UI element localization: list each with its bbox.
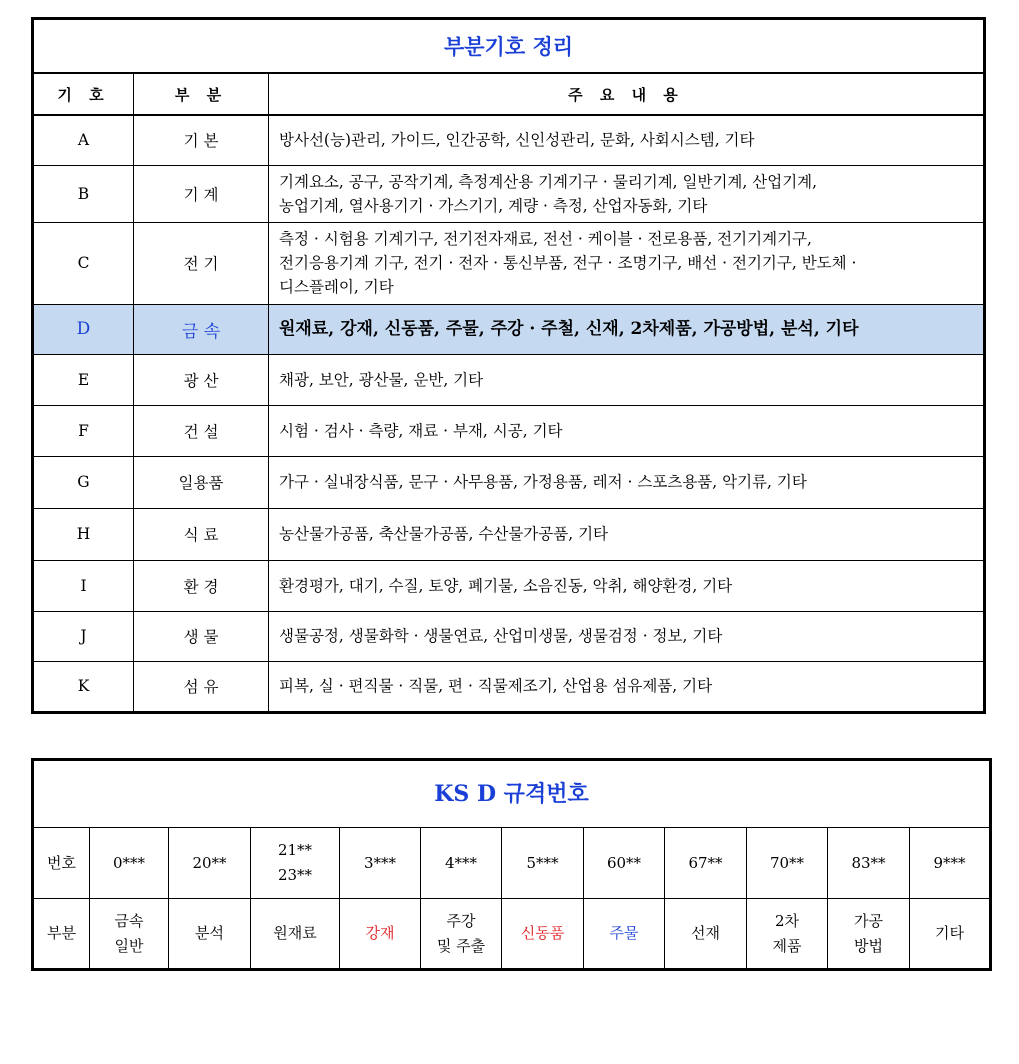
row-content — [269, 611, 985, 661]
number-cell — [910, 828, 991, 899]
row-part: 전 기 — [134, 222, 269, 304]
part-text: 일반 — [114, 936, 144, 955]
number-cell — [665, 828, 747, 899]
number-cell — [747, 828, 828, 899]
row-content — [269, 405, 985, 456]
number-text: 5*** — [526, 853, 559, 872]
table-row — [33, 508, 985, 560]
table-row — [33, 611, 985, 661]
part-row — [33, 899, 991, 970]
part-cell — [828, 899, 910, 970]
table-row — [33, 115, 985, 165]
row-content — [269, 661, 985, 712]
number-cell — [251, 828, 340, 899]
row-symbol: K — [33, 661, 134, 712]
content-line: 시험 · 검사 · 측량, 재료 · 부재, 시공, 기타 — [279, 421, 563, 440]
part-cell — [90, 899, 169, 970]
number-cell — [421, 828, 502, 899]
row-part: 일용품 — [134, 456, 269, 508]
row-part: 광 산 — [134, 354, 269, 405]
number-cell — [502, 828, 584, 899]
row-content — [269, 165, 985, 222]
part-text: 주물 — [609, 924, 639, 942]
row-content — [269, 222, 985, 304]
row-part: 금 속 — [134, 304, 269, 354]
table-row — [33, 165, 985, 222]
row-symbol: G — [33, 456, 134, 508]
number-cell — [828, 828, 910, 899]
header-content: 주 요 내 용 — [269, 73, 985, 115]
row-content — [269, 115, 985, 165]
row-symbol: B — [33, 165, 134, 222]
content-line: 가구 · 실내장식품, 문구 · 사무용품, 가정용품, 레저 · 스포츠용품, 악기류, 기타 — [279, 473, 807, 491]
table-row — [33, 405, 985, 456]
part-symbol-table — [31, 17, 986, 714]
part-text: 강재 — [365, 924, 395, 942]
content-line: 측정 · 시험용 기계기구, 전기전자재료, 전선 · 케이블 · 전로용품, 전기기계기구, — [279, 230, 812, 248]
row-content — [269, 560, 985, 611]
number-text: 67** — [688, 853, 723, 872]
row-symbol: F — [33, 405, 134, 456]
row-part: 환 경 — [134, 560, 269, 611]
table-row — [33, 560, 985, 611]
table-row — [33, 456, 985, 508]
part-cell — [169, 899, 251, 970]
part-text: 금속 — [114, 911, 144, 930]
number-cell — [340, 828, 421, 899]
number-text: 60** — [606, 853, 642, 872]
content-line: 생물공정, 생물화학 · 생물연료, 산업미생물, 생물검정 · 정보, 기타 — [279, 627, 723, 645]
row-part: 기 본 — [134, 115, 269, 165]
row-content — [269, 304, 985, 354]
part-cell — [251, 899, 340, 970]
number-text: 3*** — [363, 853, 397, 872]
table-title: 부분기호 정리 — [33, 19, 985, 74]
number-label: 번호 — [33, 828, 90, 899]
row-part: 건 설 — [134, 405, 269, 456]
content-line: 채광, 보안, 광산물, 운반, 기타 — [279, 370, 484, 389]
row-symbol: I — [33, 560, 134, 611]
content-line: 원재료, 강재, 신동품, 주물, 주강 · 주철, 신재, 2차제품, 가공방법, 분석, 기타 — [279, 319, 859, 339]
number-cell — [90, 828, 169, 899]
content-line: 전기응용기계 기구, 전기 · 전자 · 통신부품, 전구 · 조명기구, 배선 · 전기기구, 반도체 · — [279, 254, 857, 272]
part-text: 분석 — [195, 924, 224, 942]
part-text: 2차 — [774, 911, 800, 930]
part-text: 및 주출 — [436, 936, 486, 955]
table-title: KS D 규격번호 — [33, 760, 991, 828]
row-part: 기 계 — [134, 165, 269, 222]
row-symbol: H — [33, 508, 134, 560]
number-text: 20** — [192, 853, 227, 872]
row-symbol: C — [33, 222, 134, 304]
content-line: 방사선(능)관리, 가이드, 인간공학, 신인성관리, 문화, 사회시스템, 기타 — [279, 131, 755, 150]
row-content — [269, 456, 985, 508]
header-part: 부 분 — [134, 73, 269, 115]
content-line: 농업기계, 열사용기기 · 가스기기, 계량 · 측정, 산업자동화, 기타 — [279, 196, 708, 215]
number-text: 83** — [851, 853, 886, 872]
table-row — [33, 222, 985, 304]
row-symbol: D — [33, 304, 134, 354]
part-text: 제품 — [772, 936, 802, 955]
row-content — [269, 508, 985, 560]
number-text: 70** — [769, 853, 805, 872]
row-part: 섬 유 — [134, 661, 269, 712]
part-cell — [910, 899, 991, 970]
number-text: 23** — [277, 866, 313, 884]
row-part: 식 료 — [134, 508, 269, 560]
part-text: 가공 — [854, 911, 883, 930]
part-text: 방법 — [854, 936, 883, 955]
row-symbol: J — [33, 611, 134, 661]
part-text: 주강 — [446, 911, 476, 930]
number-row — [33, 828, 991, 899]
table-row — [33, 354, 985, 405]
part-text: 신동품 — [520, 924, 565, 942]
table-row-highlighted — [33, 304, 985, 354]
content-line: 환경평가, 대기, 수질, 토양, 폐기물, 소음진동, 악취, 해양환경, 기타 — [279, 576, 733, 595]
content-line: 피복, 실 · 편직물 · 직물, 편 · 직물제조기, 산업용 섬유제품, 기타 — [279, 677, 713, 695]
row-symbol: E — [33, 354, 134, 405]
number-text: 21** — [277, 841, 313, 859]
number-cell — [584, 828, 665, 899]
part-label: 부분 — [33, 899, 90, 970]
number-text: 9*** — [933, 853, 966, 872]
table-row — [33, 661, 985, 712]
ks-d-number-table — [31, 758, 992, 971]
number-text: 0*** — [112, 853, 146, 872]
part-cell — [502, 899, 584, 970]
part-text: 원재료 — [273, 924, 317, 942]
part-cell — [747, 899, 828, 970]
number-cell — [169, 828, 251, 899]
row-content — [269, 354, 985, 405]
part-text: 기타 — [935, 924, 964, 942]
content-line: 디스플레이, 기타 — [279, 278, 394, 296]
part-cell — [340, 899, 421, 970]
row-symbol: A — [33, 115, 134, 165]
number-text: 4*** — [444, 853, 478, 872]
part-cell — [584, 899, 665, 970]
part-cell — [665, 899, 747, 970]
part-text: 선재 — [691, 924, 720, 942]
content-line: 기계요소, 공구, 공작기계, 측정계산용 기계기구 · 물리기계, 일반기계, 산업기계, — [279, 172, 818, 191]
row-part: 생 물 — [134, 611, 269, 661]
header-symbol: 기 호 — [33, 73, 134, 115]
content-line: 농산물가공품, 축산물가공품, 수산물가공품, 기타 — [279, 525, 609, 543]
part-cell — [421, 899, 502, 970]
